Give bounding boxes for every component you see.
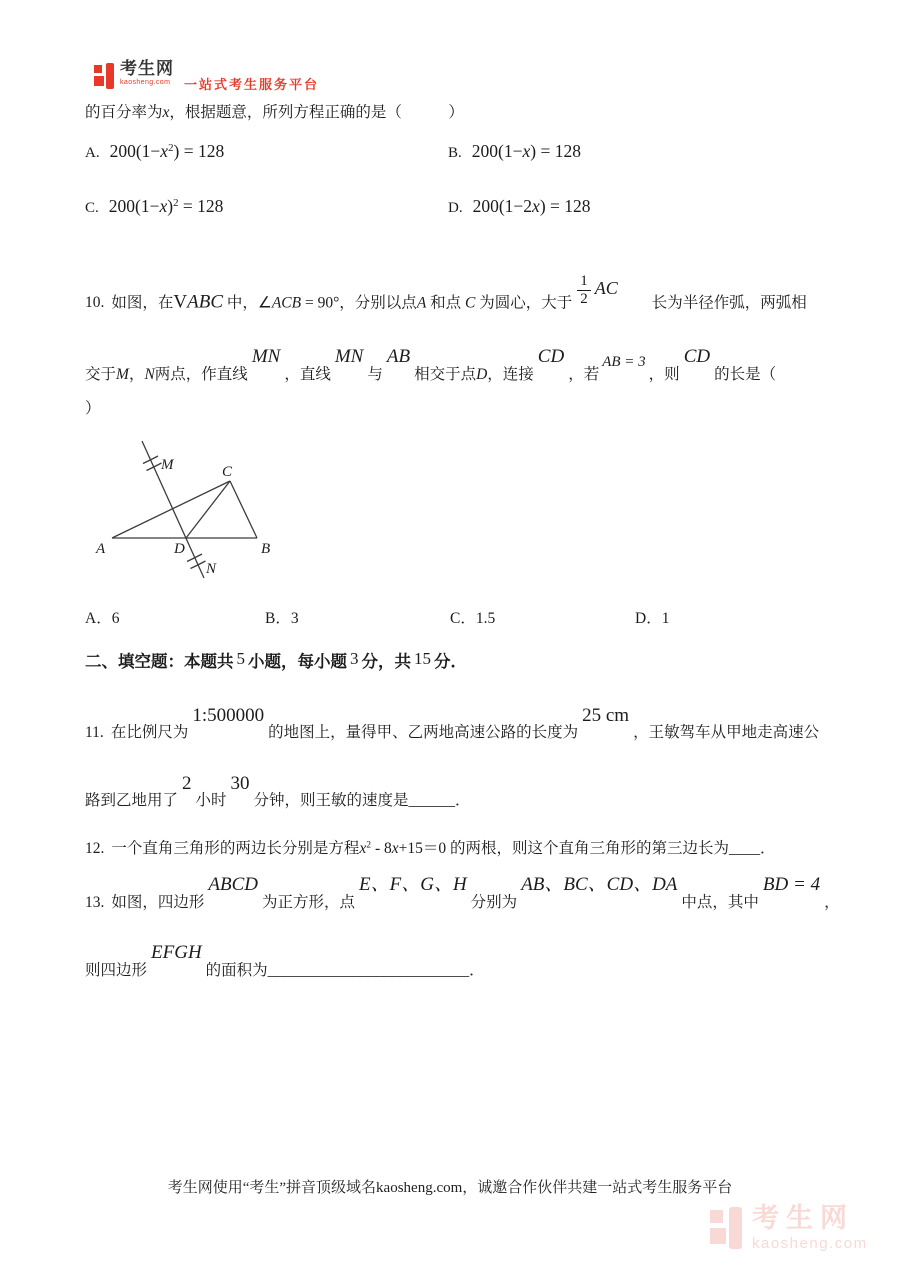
segment: $\frac{1}{2}$: [577, 274, 591, 308]
option-b-label: B.: [448, 145, 462, 161]
segment: 中，: [223, 294, 258, 312]
watermark-logo-icon: [710, 1205, 743, 1252]
segment: 分，共: [361, 653, 411, 671]
segment: 25 cm: [582, 705, 630, 726]
segment: ABCD: [208, 874, 258, 895]
segment: 和点: [426, 294, 466, 312]
answer-a: A．6: [85, 610, 120, 627]
kaosheng-watermark: [710, 1205, 868, 1252]
segment: MN: [334, 346, 364, 367]
option-c-formula: [109, 196, 224, 216]
segment: E、F、G、H: [359, 874, 467, 895]
segment: 200(1−2: [472, 196, 533, 216]
segment: MN: [251, 346, 281, 367]
segment: = 90°: [301, 294, 340, 312]
brand-name: 考生网: [120, 59, 174, 78]
segment: 200(1−: [109, 141, 161, 161]
figure-point-label-c: C: [222, 464, 233, 480]
segment: 的百分率为: [85, 104, 163, 121]
answer-d: D．1: [635, 610, 670, 627]
segment: A: [416, 294, 427, 312]
segment: ACB: [271, 294, 302, 312]
figure-point-label-n: N: [206, 561, 217, 577]
segment: 12.: [85, 840, 105, 857]
watermark-brand-name: 考生网: [752, 1203, 854, 1233]
segment: 的两根，则这个直角三角形的第三边长为____．: [446, 840, 776, 857]
segment: CD: [537, 346, 565, 367]
segment: ): [167, 196, 174, 216]
figure-point-label-m: M: [161, 457, 174, 473]
option-c-label: C.: [85, 200, 99, 216]
segment: 小时: [195, 792, 227, 809]
segment: 在比例尺为: [110, 724, 189, 741]
segment: 2: [182, 773, 192, 794]
question-13-line1: [85, 874, 840, 916]
segment: ，直线: [284, 366, 331, 383]
segment: x: [391, 840, 399, 857]
figure-point-label-b: B: [261, 541, 271, 557]
segment: 5: [236, 649, 245, 668]
segment: ，王敏驾车从甲地走高速公: [633, 724, 820, 741]
segment: 分．: [434, 653, 467, 671]
segment: ，连接: [487, 366, 534, 383]
option-d-formula: [473, 196, 591, 216]
segment: 二、填空题：本题共: [85, 653, 234, 671]
segment: AC: [594, 278, 618, 299]
segment: 分别为: [470, 894, 518, 911]
segment: V: [173, 291, 188, 313]
segment: BD = 4: [762, 874, 821, 895]
footer-note: 考生网使用“考生”拼音顶级域名kaosheng.com，诚邀合作伙伴共建一站式考生服务平台: [167, 1180, 733, 1196]
brand-block: [120, 59, 174, 86]
section-2-heading: [85, 650, 467, 675]
segment: 长为半径作弧，两弧相: [651, 294, 807, 312]
question-11-line2: [85, 773, 471, 814]
brand-tagline: 一站式考生服务平台: [184, 77, 320, 92]
watermark-brand-domain: kaosheng.com: [752, 1235, 868, 1252]
segment: 小题，每小题: [248, 653, 347, 671]
segment: 的地图上，量得甲、乙两地高速公路的长度为: [268, 724, 579, 741]
segment: x: [522, 141, 531, 161]
figure-point-label-a: A: [96, 541, 106, 557]
option-b: [448, 141, 581, 162]
segment: ∠: [257, 294, 272, 312]
question-10-line3: ）: [85, 400, 101, 417]
segment: ) = 128: [539, 196, 591, 216]
segment: ，则: [648, 366, 680, 383]
geometry-figure: [82, 436, 282, 588]
kaosheng-logo-icon: [94, 61, 115, 92]
segment: 30: [230, 773, 250, 794]
figure-point-label-d: D: [174, 541, 185, 557]
option-d-label: D.: [448, 200, 463, 216]
segment: AB、BC、CD、DA: [521, 874, 678, 895]
segment: N: [144, 366, 155, 383]
question-10-line1: [85, 274, 807, 316]
question-10-line2: [85, 346, 777, 388]
segment: 如图，在: [111, 294, 174, 312]
option-c: [85, 196, 223, 217]
segment: x: [160, 141, 169, 161]
segment: C: [465, 294, 476, 312]
header-logo: [94, 59, 319, 93]
question-13-line2: [85, 942, 485, 984]
segment: 两点，作直线: [154, 366, 248, 383]
segment: 11.: [85, 724, 104, 741]
segment: ) = 128: [173, 141, 225, 161]
segment: x: [359, 840, 367, 857]
brand-domain: kaosheng.com: [120, 78, 171, 86]
segment: - 8: [371, 840, 392, 857]
segment: 如图，四边形: [111, 894, 205, 911]
segment: D: [476, 366, 488, 383]
segment: ，若: [568, 366, 600, 383]
segment: ，分别以点: [339, 294, 417, 312]
segment: x: [159, 196, 168, 216]
segment: ABC: [187, 291, 224, 313]
option-b-formula: [472, 141, 581, 161]
watermark-text: [752, 1205, 868, 1252]
answer-b: B．3: [265, 610, 299, 627]
segment: ，: [128, 366, 145, 383]
answer-c: C．1.5: [450, 610, 496, 627]
segment: AB: [386, 346, 411, 367]
segment: ，: [824, 894, 840, 911]
segment: 交于: [85, 366, 117, 383]
question-11-line1: [85, 705, 820, 746]
segment: ) = 128: [530, 141, 581, 161]
segment: 2: [366, 839, 372, 851]
option-a-label: A.: [85, 145, 100, 161]
option-a-formula: [110, 141, 225, 161]
option-a: [85, 141, 224, 162]
segment: 为正方形，点: [262, 894, 356, 911]
segment: 2: [168, 142, 174, 155]
segment: 路到乙地用了: [85, 792, 179, 809]
segment: 10.: [85, 294, 105, 312]
segment: 分钟，则王敏的速度是______．: [253, 792, 471, 809]
segment: 200(1−: [108, 196, 160, 216]
segment: 的面积为__________________________．: [205, 962, 485, 979]
segment: 13.: [85, 894, 105, 911]
question-9-intro: [85, 102, 464, 124]
segment: 的长是（: [714, 366, 777, 383]
segment: 为圆心，大于: [475, 294, 573, 312]
segment: = 128: [178, 196, 224, 216]
segment: 相交于点: [414, 366, 477, 383]
segment: x: [162, 104, 170, 121]
segment: AB = 3: [602, 354, 646, 370]
segment: M: [116, 366, 129, 383]
segment: +15＝0: [398, 840, 447, 857]
segment: ，根据题意，所列方程正确的是（ ）: [169, 104, 464, 121]
segment: 2: [173, 197, 179, 210]
segment: CD: [683, 346, 711, 367]
segment: 15: [414, 649, 431, 668]
segment: 3: [350, 649, 359, 668]
segment: 200(1−: [471, 141, 523, 161]
segment: 1:500000: [192, 705, 265, 726]
segment: 与: [367, 366, 383, 383]
segment: x: [532, 196, 540, 216]
segment: EFGH: [151, 942, 202, 963]
segment: 中点，其中: [681, 894, 759, 911]
option-d: [448, 196, 591, 217]
question-12: [85, 838, 776, 860]
segment: 一个直角三角形的两边长分别是方程: [111, 840, 360, 857]
segment: 则四边形: [85, 962, 148, 979]
